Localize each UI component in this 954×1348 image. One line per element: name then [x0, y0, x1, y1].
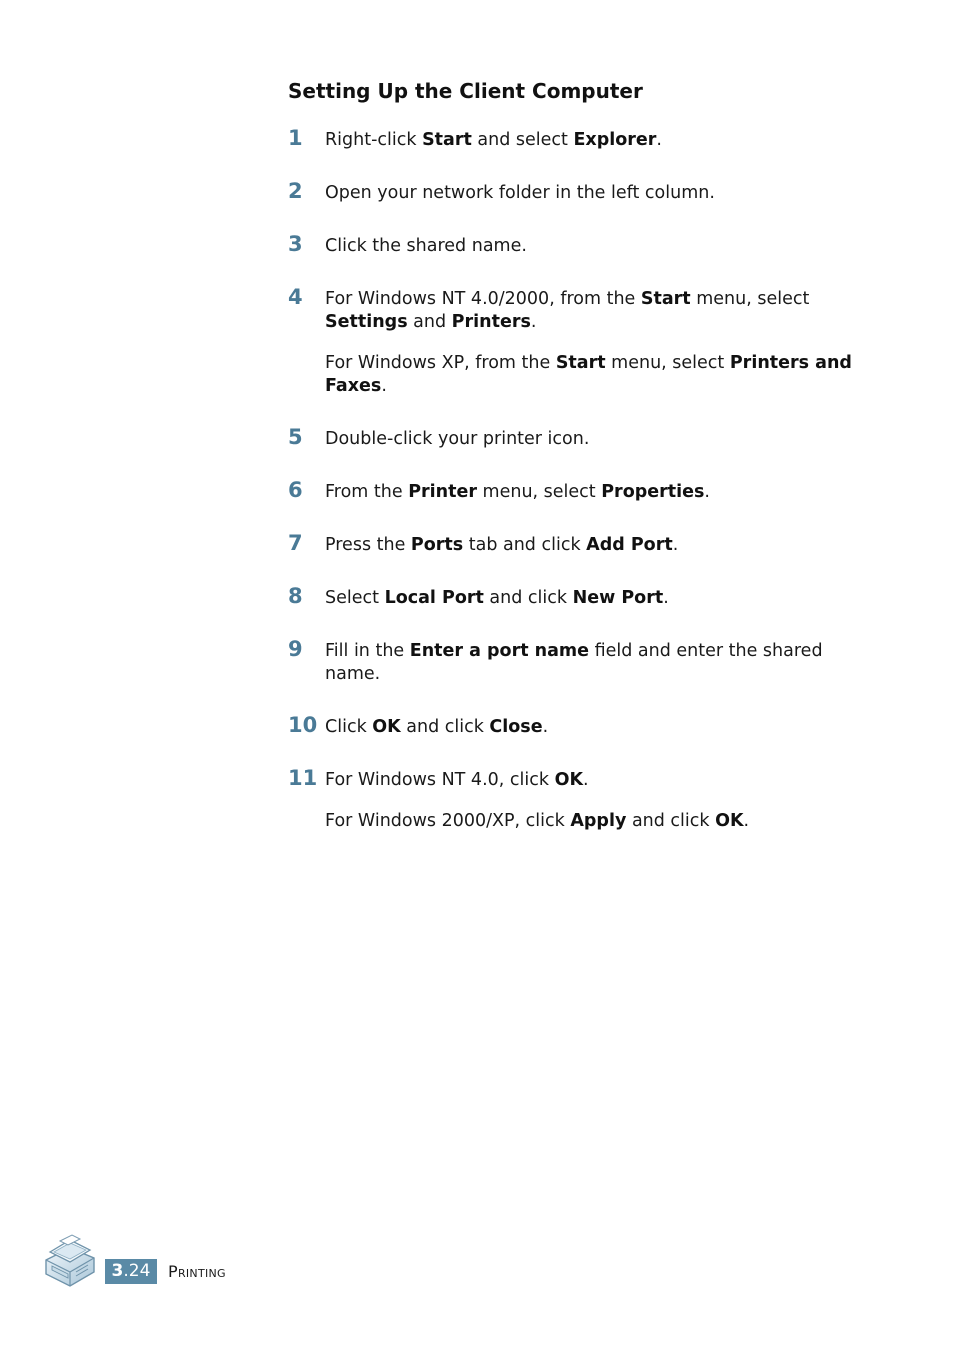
step-item	[288, 232, 858, 258]
step-number: 4	[288, 285, 303, 309]
page-number-badge	[105, 1259, 157, 1284]
step-text-emphasis: Start	[555, 353, 606, 373]
step-number: 1	[288, 126, 303, 150]
step-text-run: and click	[483, 588, 573, 608]
step-text	[325, 235, 858, 258]
step-text-run: menu, select	[476, 482, 602, 502]
step-text-emphasis: OK	[715, 811, 744, 831]
step-text	[325, 481, 858, 504]
step-text	[325, 534, 858, 557]
footer-section-name: Printing	[168, 1262, 226, 1281]
step-text-run: From the	[325, 482, 409, 502]
step-text-emphasis: Printer	[408, 482, 477, 502]
step-text-run: menu, select	[605, 353, 730, 373]
step-text	[325, 640, 858, 686]
step-item	[288, 531, 858, 557]
step-number: 11	[288, 766, 318, 790]
step-number: 2	[288, 179, 303, 203]
step-item	[288, 713, 858, 739]
step-text-emphasis: Start	[422, 130, 472, 150]
printer-icon	[40, 1232, 98, 1290]
step-number: 6	[288, 478, 303, 502]
step-item	[288, 637, 858, 686]
step-text-emphasis: Add Port	[586, 535, 673, 555]
step-text-run: Fill in the	[325, 641, 410, 661]
step-text-run: Press the	[325, 535, 411, 555]
step-text-run: Double-click your printer icon.	[325, 429, 590, 449]
step-text-run: and select	[471, 130, 574, 150]
chapter-number: 3	[111, 1261, 124, 1281]
step-text-run: .	[704, 482, 710, 502]
step-text	[325, 587, 858, 610]
step-text-run: .	[381, 376, 387, 396]
step-text-run: .	[663, 588, 669, 608]
step-text	[325, 769, 858, 792]
step-text-emphasis: Printers	[451, 312, 531, 332]
step-text	[325, 810, 858, 833]
step-item	[288, 126, 858, 152]
step-number: 5	[288, 425, 303, 449]
step-text-run: For Windows NT 4.0/2000, from the	[325, 289, 641, 309]
step-text-emphasis: Start	[640, 289, 691, 309]
step-text-emphasis: Settings	[325, 312, 408, 332]
step-item	[288, 766, 858, 833]
step-text-emphasis: Close	[489, 717, 543, 737]
page-footer	[40, 1232, 340, 1292]
step-list	[288, 126, 858, 833]
step-text-run: .	[743, 811, 750, 831]
step-text-run: and	[407, 312, 452, 332]
step-text-run: Click	[325, 717, 373, 737]
step-text-run: For Windows NT 4.0, click	[325, 770, 555, 790]
step-text-run: Open your network folder in the left column.	[325, 183, 715, 203]
step-number: 9	[288, 637, 303, 661]
step-text-run: and click	[626, 811, 716, 831]
section-title: Setting Up the Client Computer	[288, 79, 643, 103]
step-number: 8	[288, 584, 303, 608]
step-text-run: Click the shared name.	[325, 236, 527, 256]
step-text	[325, 428, 858, 451]
step-text-emphasis: Local Port	[384, 588, 484, 608]
step-text-emphasis: OK	[372, 717, 401, 737]
step-text	[325, 716, 858, 739]
step-text-run: .	[672, 535, 679, 555]
step-item	[288, 425, 858, 451]
step-text-emphasis: New Port	[572, 588, 664, 608]
step-text-run: tab and click	[463, 535, 587, 555]
step-number: 3	[288, 232, 303, 256]
step-text-run: menu, select	[690, 289, 810, 309]
step-number: 7	[288, 531, 303, 555]
step-text-run: field and enter the shared name.	[325, 641, 823, 684]
step-text-emphasis: Apply	[570, 811, 627, 831]
step-text-run: .	[656, 130, 662, 150]
step-text-run: For Windows XP, from the	[325, 353, 556, 373]
step-text-run: Right-click	[325, 130, 423, 150]
step-text-run: .	[583, 770, 589, 790]
step-text	[325, 129, 858, 152]
page-content	[288, 78, 858, 863]
step-item	[288, 179, 858, 205]
step-text	[325, 182, 858, 205]
step-text-emphasis: OK	[554, 770, 583, 790]
step-item	[288, 478, 858, 504]
step-text-emphasis: Properties	[601, 482, 705, 502]
step-text-emphasis: Ports	[410, 535, 464, 555]
step-text-emphasis: Enter a port name	[409, 641, 590, 661]
step-number: 10	[288, 713, 318, 737]
step-text-run: For Windows 2000/XP, click	[325, 811, 571, 831]
step-item	[288, 285, 858, 398]
step-text	[325, 352, 858, 398]
step-text-run: and click	[400, 717, 490, 737]
step-text-run: Select	[325, 588, 385, 608]
step-text-emphasis: Printers and Faxes	[325, 353, 852, 396]
page-number: .24	[123, 1261, 151, 1281]
step-text-run: .	[530, 312, 537, 332]
step-text	[325, 288, 858, 334]
step-text-run: .	[542, 717, 549, 737]
step-text-emphasis: Explorer	[573, 130, 657, 150]
step-item	[288, 584, 858, 610]
